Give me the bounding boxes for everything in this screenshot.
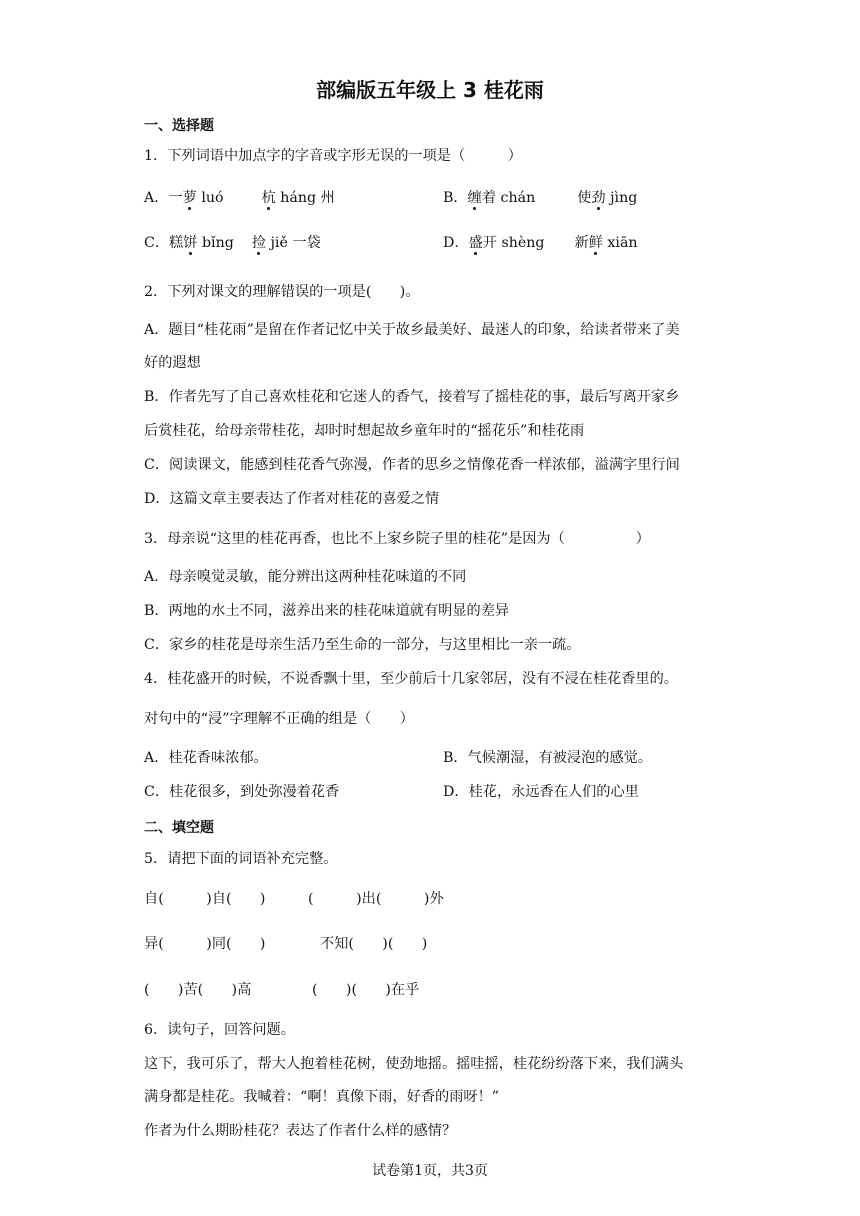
- section-heading-fill: 二、填空题: [144, 820, 214, 836]
- q1-b-prefix: B．: [443, 190, 468, 206]
- q1-option-d: [443, 233, 638, 253]
- q6-passage-line1: 这下，我可乐了，帮大人抱着桂花树，使劲地摇。摇哇摇，桂花纷纷落下来，我们满头: [144, 1056, 684, 1072]
- q2-option-a-line2: 好的遐想: [144, 355, 201, 371]
- q5-word-3: 异( )同( ): [144, 936, 266, 952]
- q1-b2-suffix: jìng: [605, 190, 638, 206]
- q2-option-b-line1: B．作者先写了自己喜欢桂花和它迷人的香气，接着写了摇桂花的事，最后写离开家乡: [144, 389, 680, 405]
- q5-word-6: ( )( )在乎: [312, 982, 420, 998]
- q6-question: 作者为什么期盼桂花？表达了作者什么样的感情？: [144, 1123, 457, 1139]
- q3-option-b: B．两地的水土不同，滋养出来的桂花味道就有明显的差异: [144, 603, 510, 619]
- q1-b2-prefix: 使: [577, 190, 592, 206]
- q1-c2-dotted-char: 捡: [251, 235, 266, 251]
- q1-option-c: [144, 233, 321, 253]
- q1-d2-prefix: 新: [574, 235, 589, 251]
- q2-option-a-line1: A．题目“桂花雨”是留在作者记忆中关于故乡最美好、最迷人的印象，给读者带来了美: [144, 322, 680, 338]
- q4-option-c: C．桂花很多，到处弥漫着花香: [144, 784, 340, 800]
- q1-a2-suffix: háng 州: [275, 190, 335, 206]
- q1-a-suffix: luó: [196, 190, 224, 206]
- q2-option-d: D．这篇文章主要表达了作者对桂花的喜爱之情: [144, 491, 440, 507]
- q1-d-dotted-char: 盛: [468, 235, 483, 251]
- q1-c2-suffix: jiě 一袋: [266, 235, 321, 251]
- q4-option-d: D．桂花，永远香在人们的心里: [443, 784, 639, 800]
- question-6-stem: 6．读句子，回答问题。: [144, 1022, 295, 1038]
- q1-c-suffix: bǐng: [197, 235, 234, 251]
- q5-word-1: 自( )自( ): [144, 891, 266, 907]
- q1-c-dotted-char: 饼: [183, 235, 198, 251]
- q1-b-dotted-char: 缠: [467, 190, 482, 206]
- q1-option-b: [443, 188, 637, 208]
- q4-option-a: A．桂花香味浓郁。: [144, 750, 268, 766]
- q1-a2-dotted-char: 杭: [261, 190, 276, 206]
- q5-word-4: 不知( )( ): [320, 936, 428, 952]
- q2-option-c: C．阅读课文，能感到桂花香气弥漫，作者的思乡之情像花香一样浓郁，溢满字里行间: [144, 457, 680, 473]
- q1-a-prefix: A．一: [144, 190, 183, 206]
- q1-option-a: [144, 188, 335, 208]
- q1-b-suffix: 着 chán: [481, 190, 536, 206]
- section-heading-choice: 一、选择题: [144, 118, 214, 134]
- question-2-stem: 2．下列对课文的理解错误的一项是( )。: [144, 284, 420, 300]
- q5-word-2: ( )出( )外: [308, 891, 444, 907]
- q3-option-c: C．家乡的桂花是母亲生活乃至生命的一部分，与这里相比一亲一疏。: [144, 637, 581, 653]
- q4-option-b: B．气候潮湿，有被浸泡的感觉。: [443, 750, 653, 766]
- question-4-stem-line1: 4．桂花盛开的时候，不说香飘十里，至少前后十几家邻居，没有不浸在桂花香里的。: [144, 671, 678, 687]
- q1-c-prefix: C．糕: [144, 235, 184, 251]
- q1-d-suffix: 开 shèng: [482, 235, 545, 251]
- question-1-stem: 1．下列词语中加点字的字音或字形无误的一项是（ ）: [144, 148, 522, 164]
- page-footer: 试卷第1页，共3页: [372, 1163, 488, 1179]
- question-3-stem: 3．母亲说“这里的桂花再香，也比不上家乡院子里的桂花”是因为（ ）: [144, 531, 650, 547]
- q6-passage-line2: 满身都是桂花。我喊着：“啊！真像下雨，好香的雨呀！”: [144, 1089, 500, 1105]
- q5-word-5: ( )苦( )高: [144, 982, 252, 998]
- question-4-stem-line2: 对句中的“浸”字理解不正确的组是（ ）: [144, 711, 414, 727]
- q1-d2-suffix: xiān: [602, 235, 638, 251]
- q1-b2-dotted-char: 劲: [591, 190, 606, 206]
- q1-d2-dotted-char: 鲜: [588, 235, 603, 251]
- page-title: 部编版五年级上 3 桂花雨: [316, 78, 544, 102]
- q1-a-dotted-char: 萝: [182, 190, 197, 206]
- question-5-stem: 5．请把下面的词语补充完整。: [144, 851, 338, 867]
- q3-option-a: A．母亲嗅觉灵敏，能分辨出这两种桂花味道的不同: [144, 569, 467, 585]
- q1-d-prefix: D．: [443, 235, 469, 251]
- q2-option-b-line2: 后赏桂花，给母亲带桂花，却时时想起故乡童年时的“摇花乐”和桂花雨: [144, 423, 585, 439]
